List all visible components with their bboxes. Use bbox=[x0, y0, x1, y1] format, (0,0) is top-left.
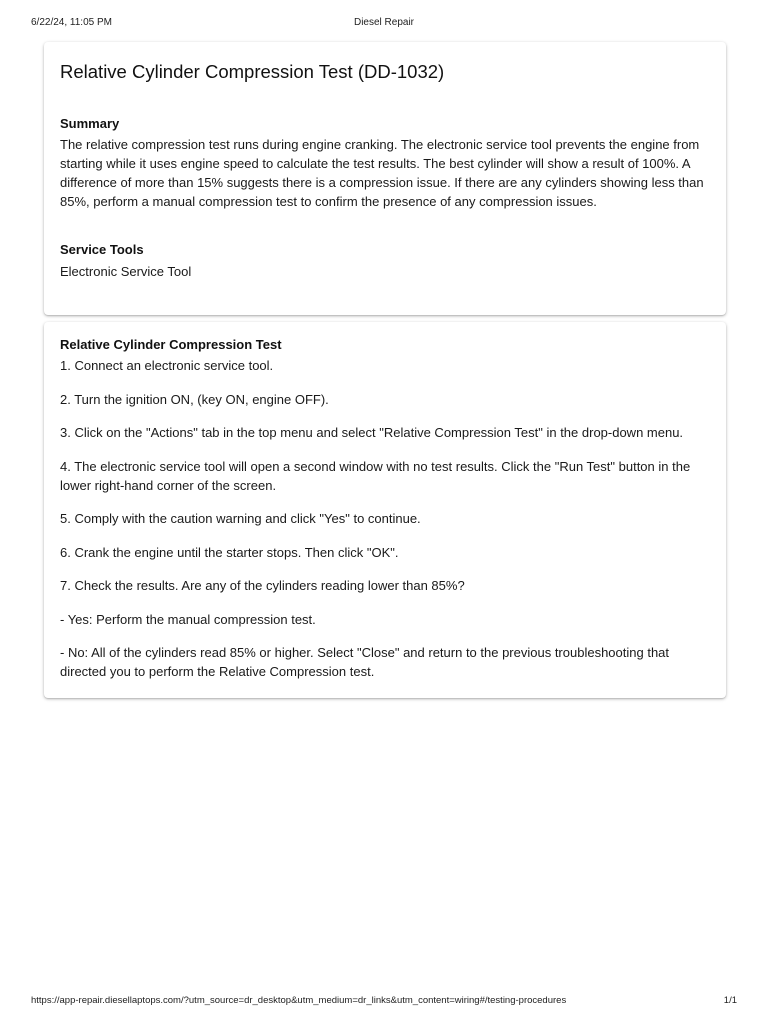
procedure-steps bbox=[60, 356, 710, 681]
procedure-heading: Relative Cylinder Compression Test bbox=[60, 337, 282, 352]
procedure-step: 6. Crank the engine until the starter stops. Then click "OK". bbox=[60, 544, 399, 560]
summary-heading: Summary bbox=[60, 116, 120, 131]
procedure-card bbox=[44, 322, 726, 698]
print-page-title: Diesel Repair bbox=[353, 17, 415, 28]
procedure-step: 1. Connect an electronic service tool. bbox=[60, 358, 274, 373]
summary-text: The relative compression test runs during engine cranking. The electronic service tool prevents the engine from starting while it uses engine speed to calculate the test results. The best cylinder will show a result of 100%. A difference of more than 15% suggests there is a compression issue. If there are any cylinders showing less than 85%, perform a manual compression test to confirm the presence of any compression issues. bbox=[60, 137, 704, 209]
print-footer bbox=[0, 995, 768, 1009]
procedure-step: 4. The electronic service tool will open a second window with no test results. Click the "Run Test" button in the lower right-hand corner of the screen. bbox=[60, 458, 691, 493]
document-title: Relative Cylinder Compression Test (DD-1032) bbox=[60, 61, 445, 82]
procedure-step: 7. Check the results. Are any of the cylinders reading lower than 85%? bbox=[60, 578, 465, 593]
procedure-step: 5. Comply with the caution warning and click "Yes" to continue. bbox=[60, 511, 421, 526]
procedure-step: 3. Click on the "Actions" tab in the top menu and select "Relative Compression Test" in the drop-down menu. bbox=[60, 425, 684, 440]
procedure-step: - No: All of the cylinders read 85% or higher. Select "Close" and return to the previous troubleshooting that directed you to perform the Relative Compression test. bbox=[60, 645, 670, 679]
overview-card bbox=[44, 42, 726, 315]
service-tools-heading: Service Tools bbox=[60, 242, 144, 257]
page-url: https://app-repair.diesellaptops.com/?utm_source=dr_desktop&utm_medium=dr_links&utm_content=wiring#/testing-procedures bbox=[31, 995, 567, 1006]
procedure-step: 2. Turn the ignition ON, (key ON, engine OFF). bbox=[60, 391, 329, 407]
page-number: 1/1 bbox=[723, 995, 737, 1006]
service-tools-text: Electronic Service Tool bbox=[60, 264, 192, 279]
print-header bbox=[0, 17, 768, 31]
procedure-step: - Yes: Perform the manual compression test. bbox=[60, 611, 316, 627]
print-datetime: 6/22/24, 11:05 PM bbox=[31, 17, 112, 28]
